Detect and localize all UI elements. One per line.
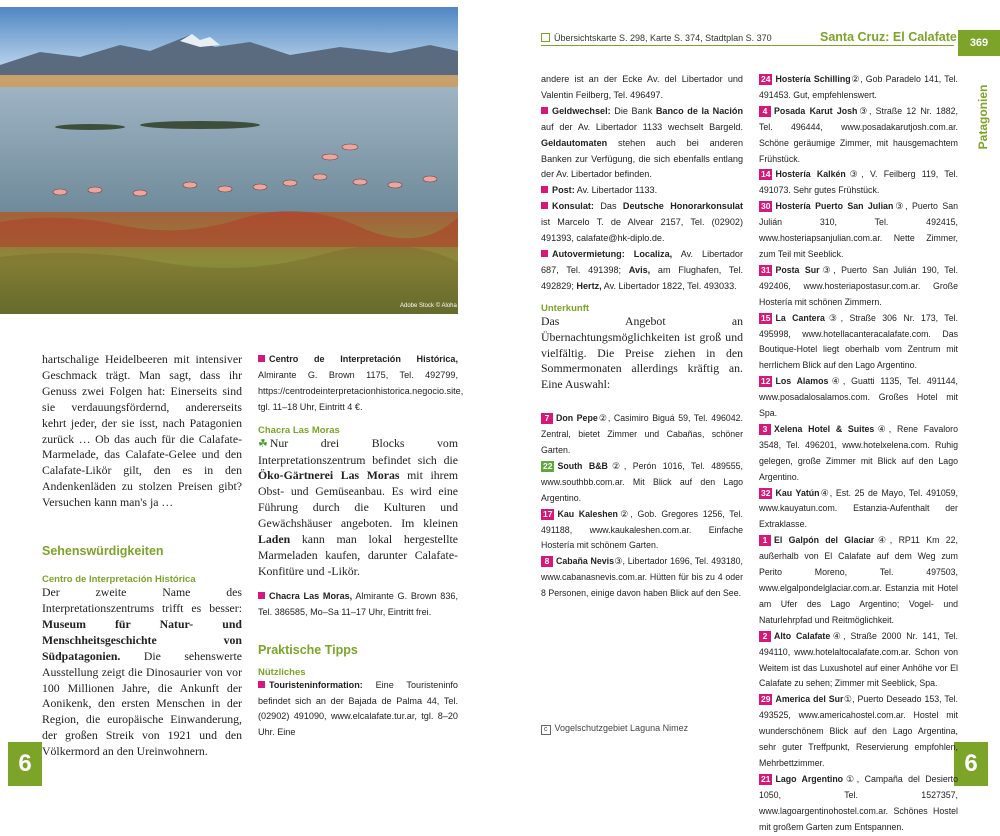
hotel-name: Lago Argentino <box>775 773 844 784</box>
map-number-badge: 1 <box>759 535 771 546</box>
centro-info: Centro de Interpretación Histórica, Almirante G. Brown 1175, Tel. 492799, https://centrodeinterpretacionhistorica.negocio.site, tgl. 11–18 Uhr, Eintritt 4 €. <box>258 354 464 412</box>
hotel-name: Los Alamos <box>775 376 829 387</box>
hotel-name: America del Sur <box>775 694 844 705</box>
chapter-marker-left: 6 <box>8 742 42 786</box>
bullet-icon <box>258 681 265 688</box>
hotel-entry <box>759 374 958 422</box>
map-references <box>541 33 772 43</box>
section-heading-tips: Praktische Tipps <box>258 642 358 657</box>
unterkunft-intro: Das Angebot an Übernachtungsmöglichkeiten ist groß und vielfältig. Die Preise ziehen in den Sommermonaten allerdings kräftig an. Eine Auswahl: <box>541 313 743 392</box>
bullet-icon <box>541 107 548 114</box>
hotel-details: ③, Straße 306 Nr. 173, Tel. 495998, www.hotellacanteracalafate.com. Das Boutique-Hotel liegt oberhalb vom Zentrum mit herrlichem Blick auf den Lago Argentino. <box>759 312 958 371</box>
hotel-list-col3 <box>541 411 743 602</box>
map-number-badge: 7 <box>541 413 553 424</box>
hotel-name: Hostería Puerto San Julian <box>775 201 894 212</box>
map-references-text: Übersichtskarte S. 298, Karte S. 374, Stadtplan S. 370 <box>554 33 772 43</box>
hotel-details: ③, Puerto San Julián 190, Tel. 492406, www.hosteriapostasur.com.ar. Große Hostería mit schönen Zimmern. <box>759 264 958 307</box>
hotel-name: Alto Calafate <box>774 630 831 641</box>
konsulat: Konsulat: Das Deutsche Honorarkonsulat ist Marcelo T. de Alvear 2157, Tel. (02902) 491393, calafate@hk-diplo.de. <box>541 201 743 244</box>
hotel-entry <box>759 263 958 311</box>
column-4 <box>759 72 958 836</box>
hotel-details: ①, Puerto Deseado 153, Tel. 493525, www.americahostel.com.ar. Hostel mit wunderschönem Blick auf den Lago Argentina, sehr guter Treffpunkt, Reservierung empfohlen, Mehrbettzimmer. <box>759 694 959 768</box>
hotel-details: ④, Rene Favaloro 3548, Tel. 496201, www.hotelxelena.com. Ruhig gelegen, große Zimmer mit Blick auf den Lago Argentino. <box>759 423 958 482</box>
map-number-badge: 21 <box>761 773 771 784</box>
map-number-badge: 17 <box>543 508 553 519</box>
column-1 <box>42 352 242 760</box>
page-title: Santa Cruz: El Calafate <box>820 30 957 44</box>
hotel-entry <box>759 422 958 486</box>
map-number-badge: 14 <box>761 169 771 180</box>
map-number-badge: 3 <box>759 424 771 435</box>
hotel-details: ②, Gob Paradelo 141, Tel. 491453. Gut, empfehlenswert. <box>759 74 958 100</box>
hotel-details: ③, Libertador 1696, Tel. 493180, www.cabanasnevis.com.ar. Hütten für bis zu 4 oder 8 Personen, einige davon haben Blick auf den See. <box>541 556 743 599</box>
bullet-icon <box>541 202 548 209</box>
reference-icon: c <box>541 725 551 735</box>
region-tab-label: Patagonien <box>976 84 990 150</box>
hotel-name: Kau Yatún <box>775 487 820 498</box>
map-square-icon <box>541 33 550 42</box>
column-3 <box>541 72 743 602</box>
map-number-badge: 12 <box>761 376 771 387</box>
map-number-badge: 22 <box>543 460 553 471</box>
cross-reference-text: Vogelschutzgebiet Laguna Nimez <box>554 723 689 733</box>
intro-paragraph: hartschalige Heidelbeeren mit intensiver Geschmack trägt. Man sagt, dass ihr Genuss zwei Folgen hat: Einerseits sind sie verdauungsfördernd, andererseits kehrt jeder, der sie isst, nach Patagonien zurück … Ob das auch für die Calafate-Marmelade, das Calafate-Gelee und den Calafate-Likör gilt, den es in den Andenkenläden zu stolzen Preisen gibt? Versuchen kann man's ja … <box>42 352 242 510</box>
bullet-icon <box>541 250 548 257</box>
hotel-entry <box>759 72 958 104</box>
column-2 <box>258 352 464 741</box>
chapter-marker-right: 6 <box>954 742 988 786</box>
hotel-entry <box>541 554 743 602</box>
hotel-name: Don Pepe <box>556 413 598 424</box>
hotel-name: Hostería Kalkén <box>775 169 846 180</box>
hotel-details: ④, RP11 Km 22, außerhalb von El Calafate auf dem Weg zum Perito Moreno, Tel. 497503, www.elgalpondelglaciar.com.ar. Estanzia mit Hotel am Ufer des Lago Argentino; Vogel- und Naturlehrpfad und Reitmöglichkeit. <box>759 535 958 625</box>
flamingo-photo <box>0 7 458 314</box>
hotel-details: ②, Perón 1016, Tel. 489555, www.southbb.com.ar. Mit Blick auf den Lago Argentino. <box>541 460 743 503</box>
hotel-name: South B&B <box>557 460 608 471</box>
hotel-details: ②, Casimiro Biguá 59, Tel. 496042. Zentral, bietet Zimmer und Cabañas, schöner Garten. <box>541 413 743 456</box>
hotel-entry <box>759 104 958 168</box>
hotel-entry <box>759 311 958 375</box>
flamingo-lake-image <box>0 7 458 314</box>
map-number-badge: 31 <box>761 264 771 275</box>
hotel-details: ②, Gob. Gregores 1256, Tel. 491188, www.kaukaleshen.com.ar. Einfache Hostería mit schönem Garten. <box>541 508 743 551</box>
tourist-info-cont: andere ist an der Ecke Av. del Libertador und Valentin Feilberg, Tel. 496497. <box>541 74 743 100</box>
clover-eco-icon: ☘ <box>258 437 268 450</box>
hotel-entry <box>759 692 958 772</box>
hotel-name: El Galpón del Glaciar <box>774 535 875 546</box>
hotel-name: Cabaña Nevis <box>556 556 615 567</box>
hotel-entry <box>759 772 958 836</box>
map-number-badge: 2 <box>759 631 771 642</box>
hotel-entry <box>541 411 743 459</box>
subheading-centro: Centro de Interpretación Histórica <box>42 574 196 586</box>
hotel-details: ③, V. Feilberg 119, Tel. 491073. Sehr gutes Frühstück. <box>759 169 959 196</box>
hotel-name: Posada Karut Josh <box>774 105 858 116</box>
hotel-name: Posta Sur <box>775 264 820 275</box>
hotel-entry <box>759 199 958 263</box>
map-number-badge: 24 <box>761 74 771 84</box>
map-number-badge: 32 <box>761 487 771 498</box>
hotel-name: Xelena Hotel & Suites <box>774 423 875 434</box>
geldwechsel: Geldwechsel: Die Bank Banco de la Nación auf der Av. Libertador 1133 wechselt Bargeld. Geldautomaten stehen auch bei anderen Banken zur Verfügung, die sich ebenfalls entlang der Av. Libertador befinden. <box>541 105 744 180</box>
hotel-name: Hostería Schilling <box>775 74 851 84</box>
map-number-badge: 4 <box>759 106 771 117</box>
region-tab <box>968 70 992 180</box>
header-rule <box>541 45 954 46</box>
autovermietung: Autovermietung: Localiza, Av. Libertador 687, Tel. 491398; Avis, am Flughafen, Tel. 492829; Hertz, Av. Libertador 1822, Tel. 493033. <box>541 248 743 291</box>
chacra-paragraph: ☘ Nur drei Blocks vom Interpretationszentrum befindet sich die Öko-Gärtnerei Las Moras mit ihrem Obst- und Gemüseanbau. Es wird eine Führung durch die Kulturen und Gewächshäuser angeboten. Im kleinen Laden kann man lokal hergestellte Marmeladen kaufen, darunter Calafate-Konfitüre und -Likör. <box>258 435 458 578</box>
page-number: 369 <box>958 30 1000 56</box>
hotel-name: La Cantera <box>775 312 825 323</box>
hotel-details: ④, Est. 25 de Mayo, Tel. 491059, www.kauyatun.com. Estanzia-Aufenthalt der Extraklasse. <box>759 487 958 530</box>
hotel-entry <box>759 533 958 628</box>
post: Post: Av. Libertador 1133. <box>541 183 743 199</box>
hotel-list-col4 <box>759 72 958 836</box>
hotel-details: ③, Puerto San Julián 310, Tel. 492415, www.hosteriapsanjulian.com.ar. Nette Zimmer, zum Teil mit Seeblick. <box>759 201 958 259</box>
hotel-entry <box>759 629 958 693</box>
map-number-badge: 29 <box>761 694 771 705</box>
hotel-entry <box>541 507 743 555</box>
bullet-icon <box>258 592 265 599</box>
centro-paragraph: Der zweite Name des Interpretationszentrums trifft es besser: Museum für Natur- und Menschheitsgeschichte von Südpatagonien. Die sehenswerte Ausstellung zeigt die Dinosaurier von vor 100 Millionen Jahre, die Ankunft der Aonikenk, den ersten Menschen in der Region, die europäische Einwanderung, der großen Streik von 1921 und den Völkermord an den Ureinwohnern. <box>42 585 242 759</box>
map-number-badge: 8 <box>541 556 553 567</box>
hotel-entry <box>759 486 958 534</box>
hotel-entry <box>541 459 743 507</box>
hotel-name: Kau Kaleshen <box>557 508 618 519</box>
cross-reference[interactable] <box>541 723 688 735</box>
hotel-entry <box>759 167 958 199</box>
map-number-badge: 30 <box>761 201 771 212</box>
hotel-details: ④, Guatti 1135, Tel. 491144, www.posadalosalamos.com. Großes Hotel mit Spa. <box>759 376 958 419</box>
map-number-badge: 15 <box>761 312 771 323</box>
subheading-chacra: Chacra Las Moras <box>258 424 340 436</box>
hotel-details: ③, Straße 12 Nr. 1882, Tel. 496444, www.posadakarutjosh.com.ar. Schöne geräumige Zimmer, mit hausgemachtem Frühstück. <box>759 105 958 164</box>
bullet-icon <box>258 355 265 362</box>
hotel-details: ①, Campaña del Desierto 1050, Tel. 1527357, www.lagoargentinohostel.com.ar. Schönes Hostel mit großem Garten zum Entspannen. <box>759 773 958 832</box>
section-heading-sights: Sehenswürdigkeiten <box>42 544 164 559</box>
subheading-unterkunft: Unterkunft <box>541 302 590 314</box>
chacra-info: Chacra Las Moras, Almirante G. Brown 836, Tel. 386585, Mo–Sa 11–17 Uhr, Eintritt frei. <box>258 590 458 617</box>
photo-credit: Adobe Stock © Aloha <box>400 303 457 309</box>
bullet-icon <box>541 186 548 193</box>
hotel-details: ④, Straße 2000 Nr. 141, Tel. 494110, www.hotelaltocalafate.com.ar. Schon von Weitem ist das Luxushotel auf einer Anhöhe vor El Calafate zu sehen; Zimmer mit Seeblick, Spa. <box>759 630 958 689</box>
tourist-info: Touristeninformation: Eine Touristeninfo befindet sich an der Bajada de Palma 44, Tel. (02902) 491090, www.elcalafate.tur.ar, tgl. 8–20 Uhr. Eine <box>258 679 458 738</box>
subheading-useful: Nützliches <box>258 666 306 678</box>
